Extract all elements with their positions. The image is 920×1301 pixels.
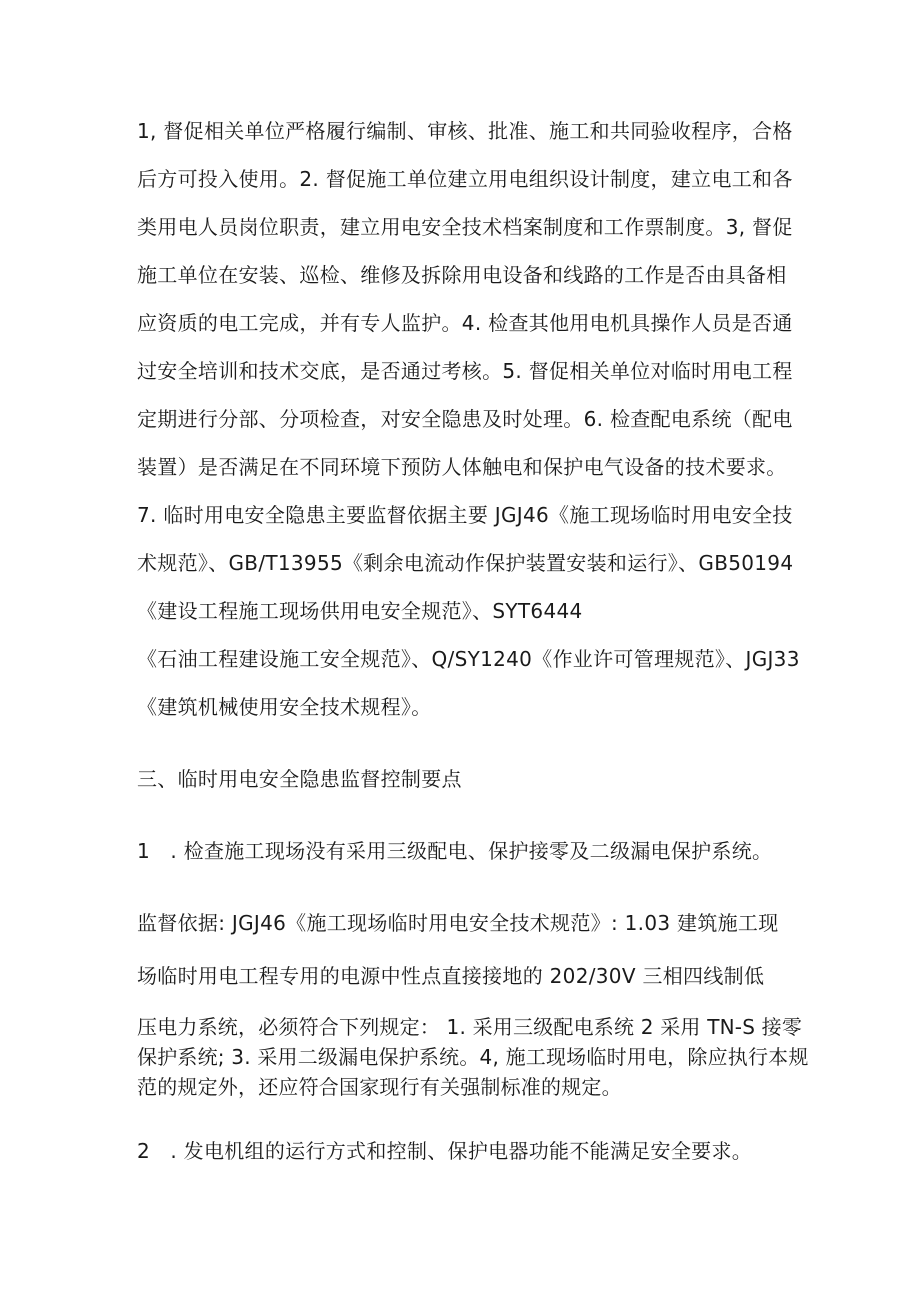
- basis-block-line: 压电力系统，必须符合下列规定： 1. 采用三级配电系统 2 采用 TN-S 接零: [137, 1015, 803, 1039]
- section-heading: 三、临时用电安全隐患监督控制要点: [137, 767, 462, 791]
- paragraph-line: 类用电人员岗位职责，建立用电安全技术档案制度和工作票制度。3, 督促: [137, 215, 793, 239]
- paragraph-line: 《石油工程建设施工安全规范》、Q/SY1240《作业许可管理规范》、JGJ33: [137, 647, 800, 671]
- list-item: 1 . 检查施工现场没有采用三级配电、保护接零及二级漏电保护系统。: [137, 839, 773, 863]
- basis-line: 监督依据: JGJ46《施工现场临时用电安全技术规范》: 1.03 建筑施工现: [137, 911, 779, 935]
- paragraph-line: 定期进行分部、分项检查，对安全隐患及时处理。6. 检查配电系统（配电: [137, 407, 793, 431]
- paragraph-line: 《建筑机械使用安全技术规程》。: [137, 695, 432, 719]
- paragraph-line: 《建设工程施工现场供用电安全规范》、SYT6444: [137, 599, 583, 623]
- paragraph-line: 装置）是否满足在不同环境下预防人体触电和保护电气设备的技术要求。: [137, 455, 787, 479]
- paragraph-line: 后方可投入使用。2. 督促施工单位建立用电组织设计制度，建立电工和各: [137, 167, 793, 191]
- paragraph-line: 术规范》、GB/T13955《剩余电流动作保护装置安装和运行》、GB50194: [137, 551, 794, 575]
- paragraph-line: 7. 临时用电安全隐患主要监督依据主要 JGJ46《施工现场临时用电安全技: [137, 503, 793, 527]
- paragraph-line: 施工单位在安装、巡检、维修及拆除用电设备和线路的工作是否由具备相: [137, 263, 787, 287]
- paragraph-line: 应资质的电工完成，并有专人监护。4. 检查其他用电机具操作人员是否通: [137, 311, 793, 335]
- list-item: 2 . 发电机组的运行方式和控制、保护电器功能不能满足安全要求。: [137, 1139, 753, 1163]
- paragraph-line: 1, 督促相关单位严格履行编制、审核、批准、施工和共同验收程序，合格: [137, 119, 793, 143]
- basis-line: 场临时用电工程专用的电源中性点直接接地的 202/30V 三相四线制低: [137, 964, 765, 988]
- basis-block-line: 范的规定外，还应符合国家现行有关强制标准的规定。: [137, 1075, 622, 1099]
- paragraph-line: 过安全培训和技术交底，是否通过考核。5. 督促相关单位对临时用电工程: [137, 359, 793, 383]
- basis-block-line: 保护系统; 3. 采用二级漏电保护系统。4, 施工现场临时用电，除应执行本规: [137, 1045, 809, 1069]
